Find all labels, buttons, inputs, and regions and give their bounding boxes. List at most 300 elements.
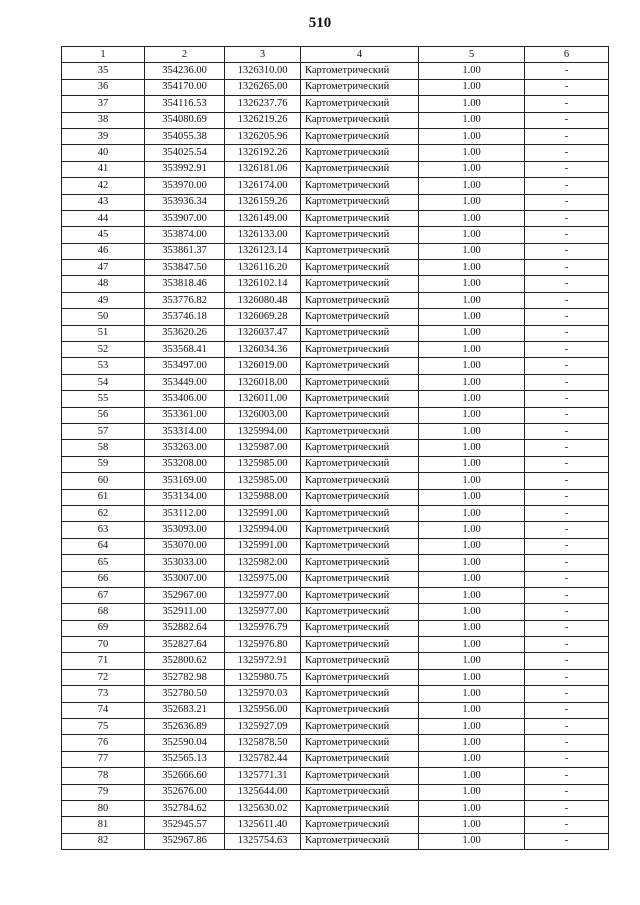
cell-y-coordinate: 1325994.00 <box>225 522 301 538</box>
table-row <box>62 817 609 833</box>
cell-method: Картометрический <box>301 391 419 407</box>
cell-x-coordinate: 352683.21 <box>145 702 225 718</box>
cell-method: Картометрический <box>301 669 419 685</box>
cell-method: Картометрический <box>301 63 419 79</box>
cell-y-coordinate: 1326133.00 <box>225 227 301 243</box>
table-row <box>62 702 609 718</box>
cell-x-coordinate: 352666.60 <box>145 768 225 784</box>
table-row <box>62 342 609 358</box>
cell-x-coordinate: 352784.62 <box>145 800 225 816</box>
cell-accuracy: 1.00 <box>419 227 525 243</box>
cell-method: Картометрический <box>301 768 419 784</box>
table-row <box>62 800 609 816</box>
cell-note: - <box>525 145 609 161</box>
cell-y-coordinate: 1325988.00 <box>225 489 301 505</box>
cell-x-coordinate: 352676.00 <box>145 784 225 800</box>
cell-x-coordinate: 353093.00 <box>145 522 225 538</box>
table-row <box>62 276 609 292</box>
cell-y-coordinate: 1326102.14 <box>225 276 301 292</box>
cell-note: - <box>525 63 609 79</box>
cell-accuracy: 1.00 <box>419 391 525 407</box>
cell-point-number: 43 <box>62 194 145 210</box>
cell-point-number: 74 <box>62 702 145 718</box>
cell-note: - <box>525 751 609 767</box>
table-row <box>62 456 609 472</box>
cell-point-number: 63 <box>62 522 145 538</box>
cell-point-number: 79 <box>62 784 145 800</box>
column-header-6: 6 <box>525 47 609 63</box>
cell-accuracy: 1.00 <box>419 522 525 538</box>
cell-method: Картометрический <box>301 292 419 308</box>
cell-accuracy: 1.00 <box>419 604 525 620</box>
cell-x-coordinate: 354055.38 <box>145 128 225 144</box>
cell-point-number: 38 <box>62 112 145 128</box>
cell-point-number: 62 <box>62 505 145 521</box>
table-row <box>62 407 609 423</box>
cell-note: - <box>525 342 609 358</box>
cell-note: - <box>525 604 609 620</box>
table-row <box>62 440 609 456</box>
cell-x-coordinate: 353936.34 <box>145 194 225 210</box>
cell-method: Картометрический <box>301 210 419 226</box>
cell-method: Картометрический <box>301 702 419 718</box>
cell-accuracy: 1.00 <box>419 112 525 128</box>
cell-x-coordinate: 353874.00 <box>145 227 225 243</box>
cell-accuracy: 1.00 <box>419 833 525 849</box>
cell-accuracy: 1.00 <box>419 210 525 226</box>
cell-method: Картометрический <box>301 407 419 423</box>
cell-x-coordinate: 353314.00 <box>145 423 225 439</box>
cell-x-coordinate: 352590.04 <box>145 735 225 751</box>
table-row <box>62 374 609 390</box>
cell-method: Картометрический <box>301 374 419 390</box>
cell-x-coordinate: 353746.18 <box>145 309 225 325</box>
coordinates-table <box>61 46 609 850</box>
table-row <box>62 423 609 439</box>
cell-method: Картометрический <box>301 194 419 210</box>
cell-accuracy: 1.00 <box>419 768 525 784</box>
cell-note: - <box>525 735 609 751</box>
cell-y-coordinate: 1325782.44 <box>225 751 301 767</box>
column-header-4: 4 <box>301 47 419 63</box>
cell-accuracy: 1.00 <box>419 620 525 636</box>
cell-note: - <box>525 112 609 128</box>
cell-note: - <box>525 260 609 276</box>
cell-x-coordinate: 352636.89 <box>145 719 225 735</box>
cell-method: Картометрический <box>301 342 419 358</box>
cell-point-number: 47 <box>62 260 145 276</box>
cell-y-coordinate: 1325985.00 <box>225 456 301 472</box>
cell-y-coordinate: 1325991.00 <box>225 538 301 554</box>
table-row <box>62 555 609 571</box>
cell-point-number: 49 <box>62 292 145 308</box>
table-row <box>62 833 609 849</box>
cell-accuracy: 1.00 <box>419 751 525 767</box>
table-row <box>62 210 609 226</box>
cell-y-coordinate: 1325980.75 <box>225 669 301 685</box>
cell-note: - <box>525 833 609 849</box>
cell-accuracy: 1.00 <box>419 423 525 439</box>
column-header-5: 5 <box>419 47 525 63</box>
cell-note: - <box>525 702 609 718</box>
cell-point-number: 45 <box>62 227 145 243</box>
cell-x-coordinate: 354116.53 <box>145 96 225 112</box>
cell-y-coordinate: 1326149.00 <box>225 210 301 226</box>
table-row <box>62 63 609 79</box>
cell-x-coordinate: 353361.00 <box>145 407 225 423</box>
cell-y-coordinate: 1325982.00 <box>225 555 301 571</box>
cell-method: Картометрический <box>301 227 419 243</box>
cell-point-number: 48 <box>62 276 145 292</box>
cell-accuracy: 1.00 <box>419 555 525 571</box>
cell-note: - <box>525 440 609 456</box>
cell-method: Картометрический <box>301 112 419 128</box>
cell-note: - <box>525 489 609 505</box>
cell-y-coordinate: 1325987.00 <box>225 440 301 456</box>
cell-y-coordinate: 1326174.00 <box>225 178 301 194</box>
cell-method: Картометрический <box>301 833 419 849</box>
cell-y-coordinate: 1326018.00 <box>225 374 301 390</box>
cell-method: Картометрический <box>301 325 419 341</box>
cell-method: Картометрический <box>301 161 419 177</box>
table-row <box>62 96 609 112</box>
column-header-3: 3 <box>225 47 301 63</box>
cell-point-number: 39 <box>62 128 145 144</box>
cell-note: - <box>525 79 609 95</box>
cell-method: Картометрический <box>301 686 419 702</box>
cell-y-coordinate: 1325630.02 <box>225 800 301 816</box>
table-row <box>62 161 609 177</box>
cell-note: - <box>525 210 609 226</box>
cell-point-number: 66 <box>62 571 145 587</box>
cell-y-coordinate: 1326011.00 <box>225 391 301 407</box>
cell-point-number: 70 <box>62 637 145 653</box>
cell-accuracy: 1.00 <box>419 178 525 194</box>
cell-note: - <box>525 374 609 390</box>
cell-accuracy: 1.00 <box>419 407 525 423</box>
cell-accuracy: 1.00 <box>419 637 525 653</box>
cell-accuracy: 1.00 <box>419 735 525 751</box>
cell-accuracy: 1.00 <box>419 342 525 358</box>
cell-x-coordinate: 352782.98 <box>145 669 225 685</box>
cell-accuracy: 1.00 <box>419 473 525 489</box>
table-row <box>62 587 609 603</box>
cell-point-number: 55 <box>62 391 145 407</box>
cell-point-number: 82 <box>62 833 145 849</box>
cell-point-number: 53 <box>62 358 145 374</box>
cell-method: Картометрический <box>301 489 419 505</box>
cell-y-coordinate: 1325977.00 <box>225 604 301 620</box>
cell-accuracy: 1.00 <box>419 128 525 144</box>
cell-method: Картометрический <box>301 571 419 587</box>
cell-point-number: 76 <box>62 735 145 751</box>
cell-y-coordinate: 1326181.06 <box>225 161 301 177</box>
cell-method: Картометрический <box>301 735 419 751</box>
cell-note: - <box>525 800 609 816</box>
table-row <box>62 604 609 620</box>
cell-note: - <box>525 178 609 194</box>
cell-point-number: 40 <box>62 145 145 161</box>
table-row <box>62 358 609 374</box>
table-row <box>62 473 609 489</box>
table-row <box>62 538 609 554</box>
cell-method: Картометрический <box>301 145 419 161</box>
cell-x-coordinate: 353070.00 <box>145 538 225 554</box>
cell-accuracy: 1.00 <box>419 817 525 833</box>
cell-y-coordinate: 1325976.80 <box>225 637 301 653</box>
cell-x-coordinate: 353907.00 <box>145 210 225 226</box>
cell-point-number: 42 <box>62 178 145 194</box>
cell-x-coordinate: 353406.00 <box>145 391 225 407</box>
cell-x-coordinate: 354170.00 <box>145 79 225 95</box>
cell-y-coordinate: 1326080.48 <box>225 292 301 308</box>
cell-note: - <box>525 194 609 210</box>
cell-x-coordinate: 353861.37 <box>145 243 225 259</box>
cell-accuracy: 1.00 <box>419 719 525 735</box>
table-row <box>62 178 609 194</box>
cell-accuracy: 1.00 <box>419 358 525 374</box>
table-row <box>62 768 609 784</box>
table-row <box>62 145 609 161</box>
cell-note: - <box>525 555 609 571</box>
cell-method: Картометрический <box>301 309 419 325</box>
table-row <box>62 653 609 669</box>
cell-method: Картометрический <box>301 440 419 456</box>
cell-y-coordinate: 1326192.26 <box>225 145 301 161</box>
cell-x-coordinate: 353007.00 <box>145 571 225 587</box>
table-row <box>62 489 609 505</box>
cell-y-coordinate: 1326019.00 <box>225 358 301 374</box>
cell-accuracy: 1.00 <box>419 800 525 816</box>
cell-point-number: 36 <box>62 79 145 95</box>
cell-y-coordinate: 1326123.14 <box>225 243 301 259</box>
cell-y-coordinate: 1326034.36 <box>225 342 301 358</box>
cell-y-coordinate: 1325878.50 <box>225 735 301 751</box>
table-row <box>62 735 609 751</box>
cell-x-coordinate: 354080.69 <box>145 112 225 128</box>
cell-y-coordinate: 1326219.26 <box>225 112 301 128</box>
cell-x-coordinate: 353169.00 <box>145 473 225 489</box>
cell-method: Картометрический <box>301 653 419 669</box>
table-row <box>62 522 609 538</box>
cell-accuracy: 1.00 <box>419 505 525 521</box>
cell-point-number: 64 <box>62 538 145 554</box>
cell-method: Картометрический <box>301 522 419 538</box>
cell-x-coordinate: 354025.54 <box>145 145 225 161</box>
cell-note: - <box>525 391 609 407</box>
cell-point-number: 72 <box>62 669 145 685</box>
table-row <box>62 260 609 276</box>
cell-note: - <box>525 587 609 603</box>
cell-point-number: 67 <box>62 587 145 603</box>
cell-accuracy: 1.00 <box>419 669 525 685</box>
table-header <box>62 47 609 63</box>
cell-x-coordinate: 353776.82 <box>145 292 225 308</box>
cell-point-number: 35 <box>62 63 145 79</box>
cell-x-coordinate: 352967.00 <box>145 587 225 603</box>
cell-point-number: 41 <box>62 161 145 177</box>
cell-point-number: 68 <box>62 604 145 620</box>
cell-y-coordinate: 1326205.96 <box>225 128 301 144</box>
cell-y-coordinate: 1325754.63 <box>225 833 301 849</box>
cell-accuracy: 1.00 <box>419 292 525 308</box>
cell-x-coordinate: 352911.00 <box>145 604 225 620</box>
cell-point-number: 50 <box>62 309 145 325</box>
cell-point-number: 59 <box>62 456 145 472</box>
cell-x-coordinate: 352882.64 <box>145 620 225 636</box>
cell-y-coordinate: 1326003.00 <box>225 407 301 423</box>
cell-method: Картометрический <box>301 784 419 800</box>
table-body <box>62 63 609 850</box>
cell-method: Картометрический <box>301 620 419 636</box>
cell-point-number: 65 <box>62 555 145 571</box>
cell-note: - <box>525 96 609 112</box>
cell-note: - <box>525 620 609 636</box>
table-row <box>62 669 609 685</box>
cell-point-number: 77 <box>62 751 145 767</box>
cell-accuracy: 1.00 <box>419 571 525 587</box>
cell-note: - <box>525 309 609 325</box>
cell-y-coordinate: 1326116.20 <box>225 260 301 276</box>
cell-y-coordinate: 1325927.09 <box>225 719 301 735</box>
table-row <box>62 719 609 735</box>
cell-point-number: 80 <box>62 800 145 816</box>
cell-y-coordinate: 1326159.26 <box>225 194 301 210</box>
cell-x-coordinate: 353208.00 <box>145 456 225 472</box>
cell-accuracy: 1.00 <box>419 194 525 210</box>
table-row <box>62 505 609 521</box>
cell-method: Картометрический <box>301 178 419 194</box>
cell-note: - <box>525 325 609 341</box>
cell-note: - <box>525 538 609 554</box>
cell-accuracy: 1.00 <box>419 686 525 702</box>
cell-method: Картометрический <box>301 260 419 276</box>
table-row <box>62 686 609 702</box>
cell-x-coordinate: 352800.62 <box>145 653 225 669</box>
table-row <box>62 571 609 587</box>
cell-point-number: 81 <box>62 817 145 833</box>
cell-accuracy: 1.00 <box>419 161 525 177</box>
cell-note: - <box>525 227 609 243</box>
cell-method: Картометрический <box>301 817 419 833</box>
cell-point-number: 46 <box>62 243 145 259</box>
cell-point-number: 51 <box>62 325 145 341</box>
cell-note: - <box>525 653 609 669</box>
cell-point-number: 78 <box>62 768 145 784</box>
cell-point-number: 71 <box>62 653 145 669</box>
table-row <box>62 751 609 767</box>
cell-x-coordinate: 353847.50 <box>145 260 225 276</box>
cell-y-coordinate: 1325994.00 <box>225 423 301 439</box>
cell-note: - <box>525 243 609 259</box>
cell-accuracy: 1.00 <box>419 440 525 456</box>
cell-note: - <box>525 128 609 144</box>
table-row <box>62 325 609 341</box>
table-row <box>62 227 609 243</box>
cell-method: Картометрический <box>301 456 419 472</box>
cell-x-coordinate: 353112.00 <box>145 505 225 521</box>
cell-method: Картометрический <box>301 555 419 571</box>
cell-x-coordinate: 353620.26 <box>145 325 225 341</box>
cell-x-coordinate: 354236.00 <box>145 63 225 79</box>
cell-method: Картометрический <box>301 423 419 439</box>
cell-x-coordinate: 352945.57 <box>145 817 225 833</box>
cell-x-coordinate: 352565.13 <box>145 751 225 767</box>
cell-note: - <box>525 423 609 439</box>
cell-y-coordinate: 1325956.00 <box>225 702 301 718</box>
cell-x-coordinate: 353134.00 <box>145 489 225 505</box>
cell-point-number: 60 <box>62 473 145 489</box>
cell-accuracy: 1.00 <box>419 489 525 505</box>
column-header-2: 2 <box>145 47 225 63</box>
cell-note: - <box>525 784 609 800</box>
cell-point-number: 69 <box>62 620 145 636</box>
table-row <box>62 292 609 308</box>
column-header-1: 1 <box>62 47 145 63</box>
cell-accuracy: 1.00 <box>419 276 525 292</box>
cell-note: - <box>525 276 609 292</box>
cell-accuracy: 1.00 <box>419 145 525 161</box>
cell-y-coordinate: 1326265.00 <box>225 79 301 95</box>
cell-point-number: 52 <box>62 342 145 358</box>
cell-accuracy: 1.00 <box>419 63 525 79</box>
cell-y-coordinate: 1325611.40 <box>225 817 301 833</box>
cell-note: - <box>525 456 609 472</box>
cell-accuracy: 1.00 <box>419 587 525 603</box>
cell-y-coordinate: 1325970.03 <box>225 686 301 702</box>
cell-method: Картометрический <box>301 505 419 521</box>
cell-x-coordinate: 353970.00 <box>145 178 225 194</box>
cell-point-number: 75 <box>62 719 145 735</box>
cell-point-number: 54 <box>62 374 145 390</box>
table-row <box>62 243 609 259</box>
cell-x-coordinate: 353992.91 <box>145 161 225 177</box>
cell-y-coordinate: 1325644.00 <box>225 784 301 800</box>
cell-note: - <box>525 669 609 685</box>
cell-accuracy: 1.00 <box>419 784 525 800</box>
cell-method: Картометрический <box>301 751 419 767</box>
table-row <box>62 391 609 407</box>
cell-note: - <box>525 686 609 702</box>
cell-x-coordinate: 352780.50 <box>145 686 225 702</box>
cell-method: Картометрический <box>301 79 419 95</box>
cell-x-coordinate: 353449.00 <box>145 374 225 390</box>
cell-x-coordinate: 352967.86 <box>145 833 225 849</box>
cell-note: - <box>525 522 609 538</box>
cell-note: - <box>525 407 609 423</box>
cell-method: Картометрический <box>301 800 419 816</box>
cell-note: - <box>525 473 609 489</box>
cell-note: - <box>525 292 609 308</box>
cell-method: Картометрический <box>301 604 419 620</box>
cell-x-coordinate: 353497.00 <box>145 358 225 374</box>
cell-y-coordinate: 1325976.79 <box>225 620 301 636</box>
cell-method: Картометрический <box>301 96 419 112</box>
table-row <box>62 79 609 95</box>
cell-point-number: 73 <box>62 686 145 702</box>
cell-accuracy: 1.00 <box>419 260 525 276</box>
cell-note: - <box>525 505 609 521</box>
cell-method: Картометрический <box>301 276 419 292</box>
cell-method: Картометрический <box>301 538 419 554</box>
table-row <box>62 784 609 800</box>
cell-point-number: 44 <box>62 210 145 226</box>
cell-x-coordinate: 352827.64 <box>145 637 225 653</box>
table-row <box>62 309 609 325</box>
cell-x-coordinate: 353033.00 <box>145 555 225 571</box>
cell-accuracy: 1.00 <box>419 456 525 472</box>
cell-note: - <box>525 161 609 177</box>
